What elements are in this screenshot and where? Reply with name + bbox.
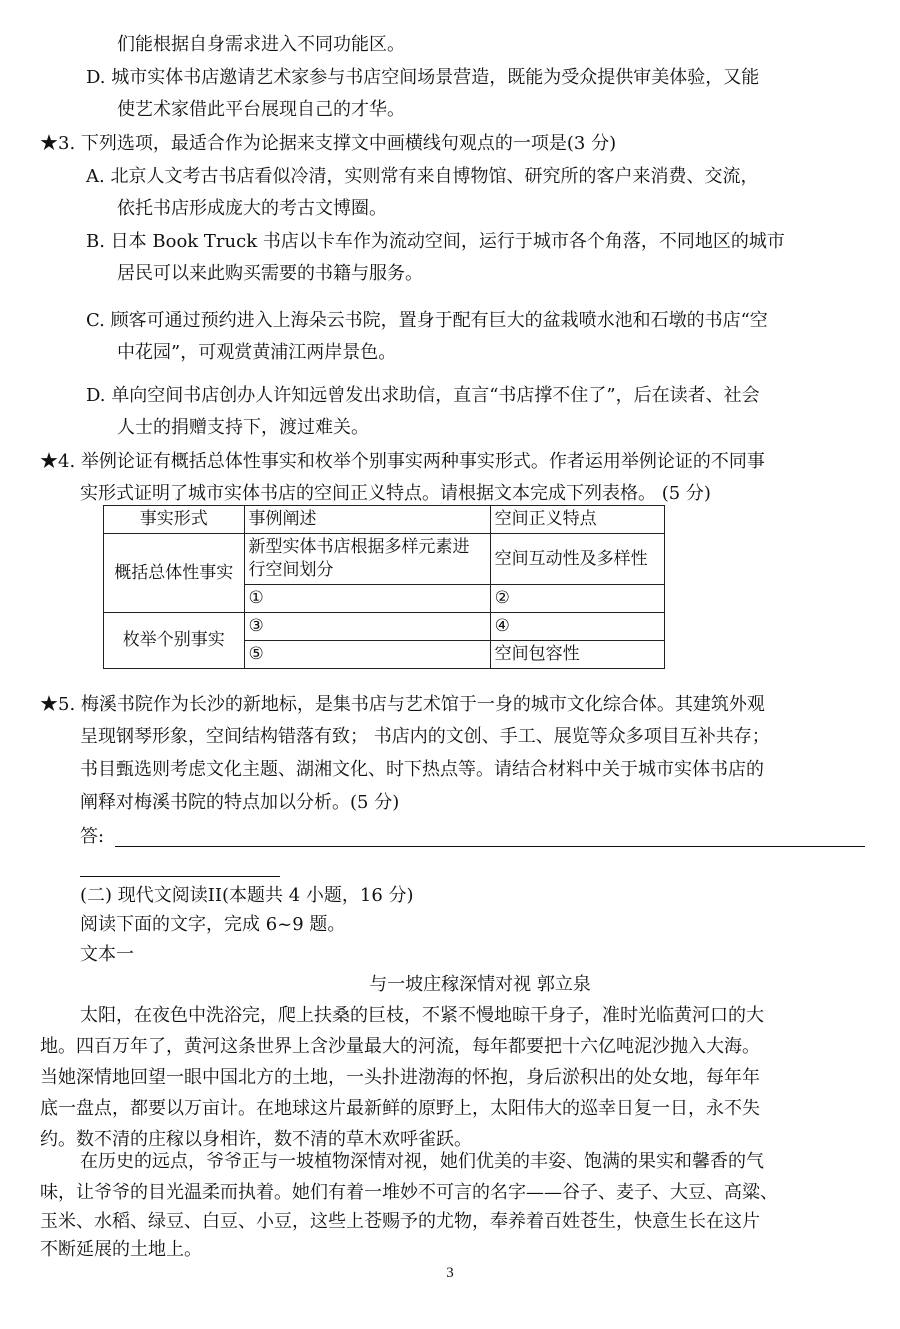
section-2-heading: (二) 现代文阅读II(本题共 4 小题，16 分) [80, 885, 414, 906]
question-3: ★3. 下列选项，最适合作为论据来支撑文中画横线句观点的一项是(3 分) [40, 133, 617, 154]
table-header-cell: 事例阐述 [244, 506, 490, 534]
paragraph-1-line3: 当她深情地回望一眼中国北方的土地，一头扑进渤海的怀抱，身后淤积出的处女地，每年年 [40, 1067, 760, 1088]
table-cell-fact-type: 概括总体性事实 [104, 534, 245, 613]
answer-line[interactable] [115, 846, 865, 847]
table-cell-blank-5[interactable]: ⑤ [244, 641, 490, 669]
paragraph-1-line2: 地。四百万年了，黄河这条世界上含沙量最大的河流，每年都要把十六亿吨泥沙抛入大海。 [40, 1036, 760, 1057]
paragraph-2-line3: 玉米、水稻、绿豆、白豆、小豆，这些上苍赐予的尤物，奉养着百姓苍生，快意生长在这片 [40, 1211, 760, 1232]
answer-line-short[interactable] [80, 876, 280, 877]
table-cell: 空间互动性及多样性 [490, 534, 664, 585]
q3-option-c-line1: C. 顾客可通过预约进入上海朵云书院，置身于配有巨大的盆栽喷水池和石墩的书店“空 [86, 310, 768, 331]
question-4-line1: ★4. 举例论证有概括总体性事实和枚举个别事实两种事实形式。作者运用举例论证的不同事 [40, 451, 765, 472]
text-one-label: 文本一 [80, 944, 134, 965]
paragraph-2-line2: 味，让爷爷的目光温柔而执着。她们有着一堆妙不可言的名字——谷子、麦子、大豆、高粱、 [40, 1182, 778, 1203]
question-4-line2: 实形式证明了城市实体书店的空间正义特点。请根据文本完成下列表格。 (5 分) [80, 483, 711, 504]
question-5-line3: 书目甄选则考虑文化主题、湖湘文化、时下热点等。请结合材料中关于城市实体书店的 [80, 759, 764, 780]
q3-option-a-line1: A. 北京人文考古书店看似冷清，实则常有来自博物馆、研究所的客户来消费、交流， [86, 166, 759, 187]
q3-option-d-line2: 人士的捐赠支持下，渡过难关。 [117, 417, 369, 438]
question-5-line1: ★5. 梅溪书院作为长沙的新地标，是集书店与艺术馆于一身的城市文化综合体。其建筑外观 [40, 694, 765, 715]
table-row [104, 613, 665, 641]
paragraph-2-line1: 在历史的远点，爷爷正与一坡植物深情对视，她们优美的丰姿、饱满的果实和馨香的气 [80, 1151, 764, 1172]
option-d-line2: 使艺术家借此平台展现自己的才华。 [117, 99, 405, 120]
option-c-continuation: 们能根据自身需求进入不同功能区。 [117, 34, 405, 55]
paragraph-1-line4: 底一盘点，都要以万亩计。在地球这片最新鲜的原野上，太阳伟大的巡幸日复一日，永不失 [40, 1098, 760, 1119]
table-cell-fact-type: 枚举个别事实 [104, 613, 245, 669]
paragraph-1-line1: 太阳，在夜色中洗浴完，爬上扶桑的巨枝，不紧不慢地晾干身子，准时光临黄河口的大 [80, 1005, 764, 1026]
answer-label: 答: [80, 826, 105, 847]
table-header-row [104, 506, 665, 534]
article-title: 与一坡庄稼深情对视 郭立泉 [369, 974, 591, 995]
paragraph-1-line5: 约。数不清的庄稼以身相许，数不清的草木欢呼雀跃。 [40, 1129, 472, 1150]
table-cell-blank-1[interactable]: ① [244, 585, 490, 613]
table-header-cell: 空间正义特点 [490, 506, 664, 534]
q3-option-b-line2: 居民可以来此购买需要的书籍与服务。 [117, 263, 423, 284]
question-5-line4: 阐释对梅溪书院的特点加以分析。(5 分) [80, 792, 400, 813]
q3-option-a-line2: 依托书店形成庞大的考古文博圈。 [117, 198, 387, 219]
table-cell-blank-4[interactable]: ④ [490, 613, 664, 641]
section-2-instruction: 阅读下面的文字，完成 6~9 题。 [80, 914, 346, 935]
table-row [104, 534, 665, 585]
page-number: 3 [446, 1265, 454, 1281]
table-cell-blank-2[interactable]: ② [490, 585, 664, 613]
table-cell: 空间包容性 [490, 641, 664, 669]
q3-option-c-line2: 中花园”，可观赏黄浦江两岸景色。 [117, 342, 397, 363]
facts-table [103, 505, 665, 669]
q3-option-b-line1: B. 日本 Book Truck 书店以卡车作为流动空间，运行于城市各个角落，不同地区的城市 [86, 231, 785, 252]
q3-option-d-line1: D. 单向空间书店创办人许知远曾发出求助信，直言“书店撑不住了”，后在读者、社会 [86, 385, 760, 406]
table-cell-blank-3[interactable]: ③ [244, 613, 490, 641]
table-cell: 新型实体书店根据多样元素进行空间划分 [244, 534, 490, 585]
option-d-line1: D. 城市实体书店邀请艺术家参与书店空间场景营造，既能为受众提供审美体验，又能 [86, 67, 760, 88]
question-5-line2: 呈现钢琴形象，空间结构错落有致； 书店内的文创、手工、展览等众多项目互补共存； [80, 726, 770, 747]
paragraph-2-line4: 不断延展的土地上。 [40, 1239, 202, 1260]
table-header-cell: 事实形式 [104, 506, 245, 534]
